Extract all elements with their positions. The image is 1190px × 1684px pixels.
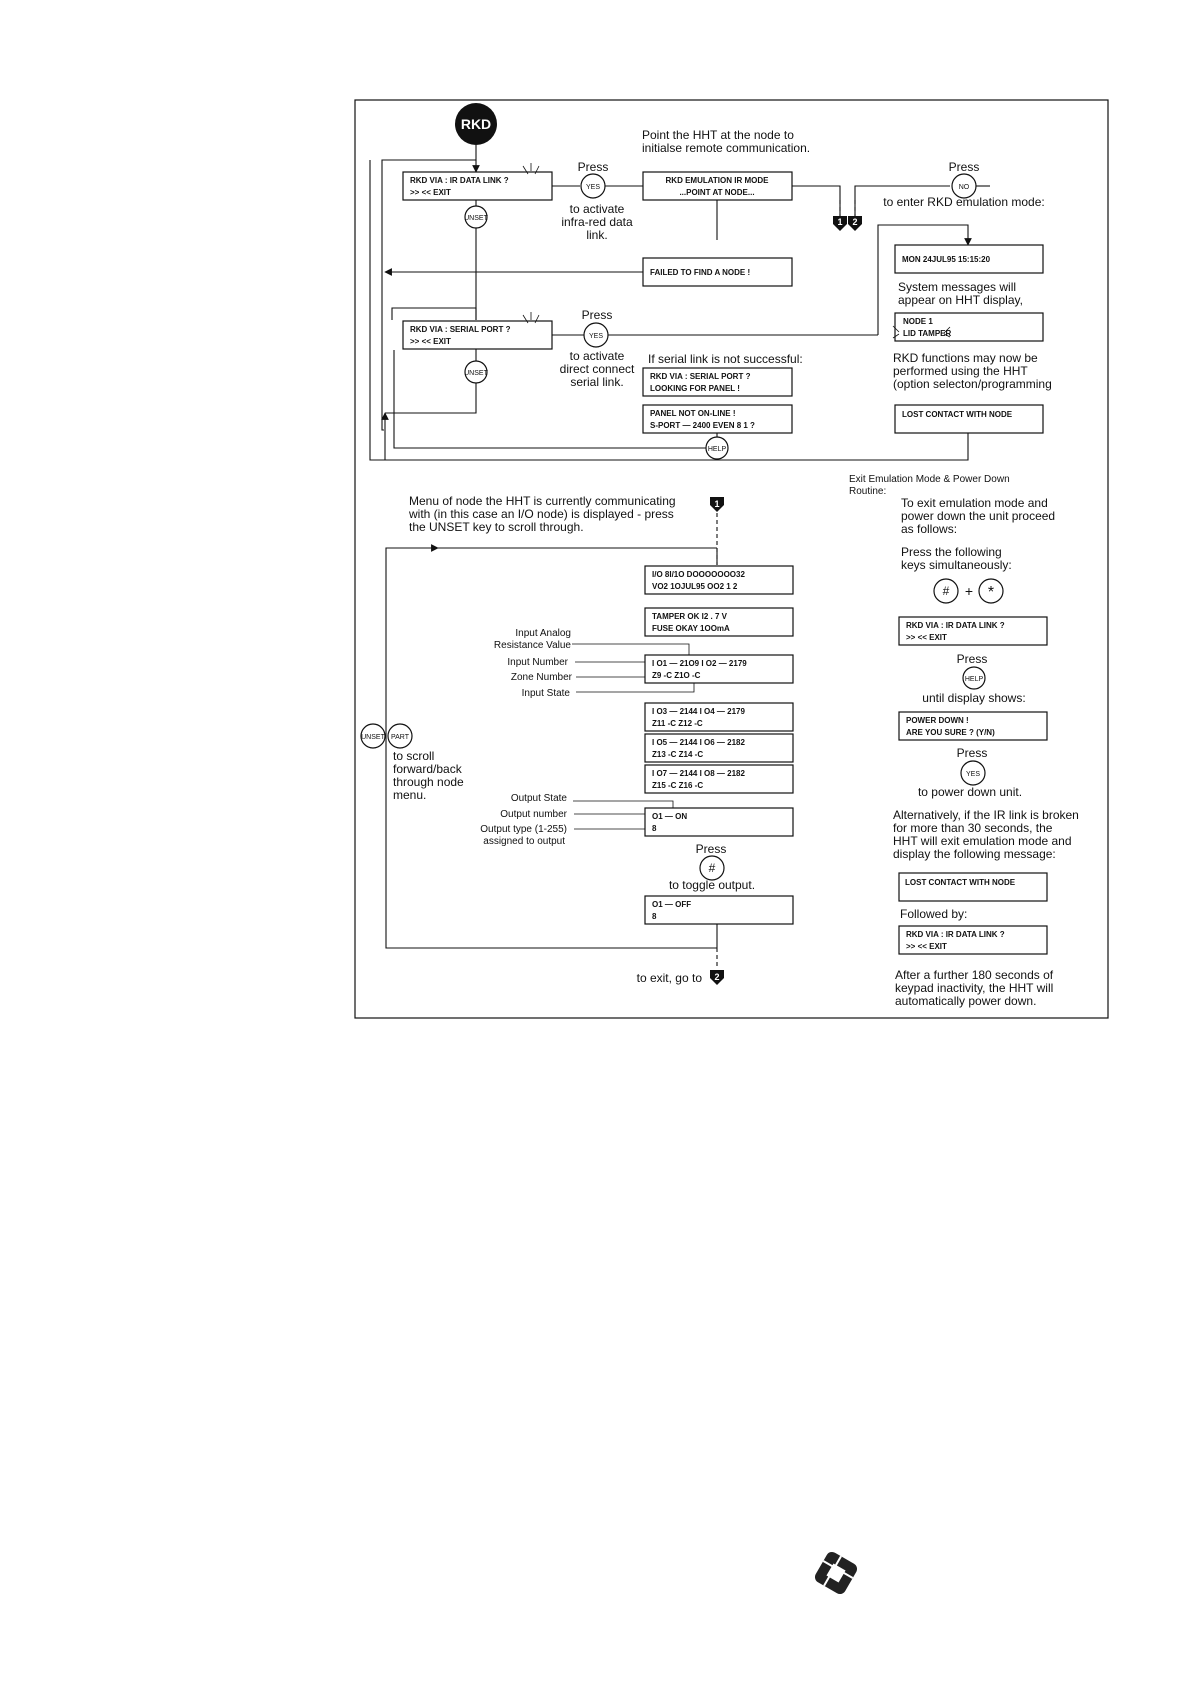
diagram-label: 8 [652, 912, 657, 921]
diagram-label: NODE 1 [903, 317, 933, 326]
diagram-label: (option selecton/programming [893, 377, 1052, 391]
diagram-label: keypad inactivity, the HHT will [895, 981, 1054, 995]
diagram-label: Point the HHT at the node to [642, 128, 794, 142]
diagram-label: Press [577, 160, 609, 174]
diagram-label: HELP [707, 446, 727, 453]
diagram-label: until display shows: [922, 691, 1026, 705]
diagram-label: to activate [569, 349, 625, 363]
diagram-label: LOST CONTACT WITH NODE [905, 878, 1016, 887]
diagram-label: S-PORT — 2400 EVEN 8 1 ? [650, 421, 755, 430]
diagram-label: the UNSET key to scroll through. [409, 520, 584, 534]
diagram-label: System messages will [898, 280, 1017, 294]
diagram-label: Press [956, 746, 988, 760]
diagram-label: performed using the HHT [893, 364, 1028, 378]
diagram-label: After a further 180 seconds of [895, 968, 1054, 982]
diagram-label: 1 [837, 217, 843, 227]
diagram-label: RKD functions may now be [893, 351, 1038, 365]
diagram-label: POWER DOWN ! [906, 716, 969, 725]
diagram-label: HELP [964, 676, 984, 683]
diagram-label: >> << EXIT [410, 337, 451, 346]
diagram-label: 1 [714, 499, 720, 509]
diagram-label: Resistance Value [493, 640, 571, 651]
diagram-label: assigned to output [483, 836, 565, 847]
diagram-label: # [708, 861, 716, 875]
diagram-label: appear on HHT display, [898, 293, 1023, 307]
diagram-label: I/O 8I/1O DOOOOOOO32 [652, 570, 745, 579]
to-connector-1-line [792, 186, 840, 220]
connector-1 [833, 216, 847, 231]
diagram-label: RKD VIA : SERIAL PORT ? [650, 372, 751, 381]
diagram-label: + [964, 583, 974, 599]
diagram-label: I O3 — 2144 I O4 — 2179 [652, 707, 745, 716]
diagram-label: to activate [569, 202, 625, 216]
diagram-label: Input Number [507, 657, 568, 668]
diagram-label: serial link. [570, 375, 624, 389]
diagram-label: FUSE OKAY 1OOmA [652, 624, 730, 633]
diagram-label: infra-red data [561, 215, 633, 229]
diagram-label: direct connect [559, 362, 635, 376]
diagram-label: to enter RKD emulation mode: [883, 195, 1045, 209]
diagram-label: HHT will exit emulation mode and [893, 834, 1072, 848]
diagram-label: RKD VIA : SERIAL PORT ? [410, 325, 511, 334]
diagram-label: Output State [510, 793, 567, 804]
diagram-label: Output number [500, 809, 567, 820]
rkd-logo [455, 103, 497, 145]
diagram-label: automatically power down. [895, 994, 1037, 1008]
diagram-label: menu. [393, 788, 427, 802]
diagram-label: Alternatively, if the IR link is broken [893, 808, 1079, 822]
diagram-label: YES [585, 184, 601, 191]
diagram-label: RKD [460, 116, 492, 132]
diagram-label: ARE YOU SURE ? (Y/N) [906, 728, 995, 737]
diagram-label: # [942, 584, 950, 598]
diagram-label: YES [588, 333, 604, 340]
diagram-label: Routine: [849, 486, 887, 497]
diagram-label: LOST CONTACT WITH NODE [902, 410, 1013, 419]
connector-2 [848, 216, 862, 231]
diagram-label: UNSET [464, 215, 488, 222]
diagram-label: To exit emulation mode and [901, 496, 1048, 510]
diagram-label: Press [581, 308, 613, 322]
diagram-label: keys simultaneously: [901, 558, 1012, 572]
diagram-label: O1 — ON [652, 812, 688, 821]
diagram-label: to scroll [393, 749, 435, 763]
diagram-label: Input State [521, 688, 570, 699]
serial-entry-b [392, 308, 403, 320]
diagram-label: NO [958, 184, 970, 191]
diagram-label: 2 [714, 972, 720, 982]
diagram-label: UNSET [464, 370, 488, 377]
diagram-label: If serial link is not successful: [648, 352, 803, 366]
diagram-label: to power down unit. [917, 785, 1023, 799]
diagram-label: >> << EXIT [410, 188, 451, 197]
diagram-label: to exit, go to [636, 971, 702, 985]
diagram-label: Press the following [901, 545, 1002, 559]
diagram-label: Zone Number [510, 672, 572, 683]
diagram-label: link. [586, 228, 608, 242]
diagram-label: VO2 1OJUL95 OO2 1 2 [652, 582, 738, 591]
diagram-label: ...POINT AT NODE... [679, 188, 755, 197]
diagram-label: I O1 — 21O9 I O2 — 2179 [652, 659, 747, 668]
diagram-label: 8 [652, 824, 657, 833]
diagram-label: LOOKING FOR PANEL ! [650, 384, 740, 393]
diagram-label: O1 — OFF [652, 900, 692, 909]
diagram-label: RKD VIA : IR DATA LINK ? [906, 621, 1005, 630]
serial-entry-a [403, 308, 476, 320]
diagram-label: LID TAMPER [903, 329, 952, 338]
diagram-label: RKD EMULATION IR MODE [665, 176, 769, 185]
diagram-label: Z11 -C Z12 -C [652, 719, 703, 728]
diagram-label: with (in this case an I/O node) is displayed - press [409, 507, 674, 521]
diagram-label: TAMPER OK I2 . 7 V [652, 612, 727, 621]
diagram-label: Press [956, 652, 988, 666]
connector-2-lower [710, 970, 724, 985]
diagram-label: Press [948, 160, 980, 174]
diagram-label: for more than 30 seconds, the [893, 821, 1053, 835]
diagram-label: Z13 -C Z14 -C [652, 750, 704, 759]
diagram-label: Exit Emulation Mode & Power Down [849, 474, 1010, 485]
diagram-label: PART [390, 734, 410, 741]
diagram-label: I O5 — 2144 I O6 — 2182 [652, 738, 745, 747]
diagram-label: initialse remote communication. [642, 141, 811, 155]
diagram-label: forward/back [393, 762, 462, 776]
diagram-label: Z15 -C Z16 -C [652, 781, 704, 790]
diagram-label: RKD VIA : IR DATA LINK ? [410, 176, 509, 185]
connector-1-lower [710, 497, 724, 512]
diagram-label: YES [965, 771, 981, 778]
diagram-label: >> << EXIT [906, 633, 947, 642]
diagram-label: to toggle output. [668, 878, 756, 892]
diagram-label: Followed by: [900, 907, 968, 921]
diagram-label: >> << EXIT [906, 942, 947, 951]
brand-logo-mark [813, 1550, 859, 1596]
diagram-label: display the following message: [893, 847, 1056, 861]
diagram-label: power down the unit proceed [901, 509, 1056, 523]
diagram-label: Z9 -C Z1O -C [652, 671, 701, 680]
diagram-label: RKD VIA : IR DATA LINK ? [906, 930, 1005, 939]
diagram-label: FAILED TO FIND A NODE ! [650, 268, 751, 277]
diagram-label: UNSET [361, 734, 385, 741]
diagram-label: * [987, 584, 995, 601]
diagram-label: MON 24JUL95 15:15:20 [902, 255, 991, 264]
diagram-label: as follows: [901, 522, 958, 536]
diagram-label: Output type (1-255) [480, 824, 567, 835]
unset-serial-line-b [385, 383, 476, 413]
diagram-label: I O7 — 2144 I O8 — 2182 [652, 769, 745, 778]
diagram-label: Menu of node the HHT is currently communicating [409, 494, 676, 508]
diagram-label: Input Analog [515, 628, 571, 639]
diagram-label: 2 [852, 217, 858, 227]
diagram-label: through node [393, 775, 464, 789]
diagram-label: PANEL NOT ON-LINE ! [650, 409, 736, 418]
diagram-label: Press [695, 842, 727, 856]
